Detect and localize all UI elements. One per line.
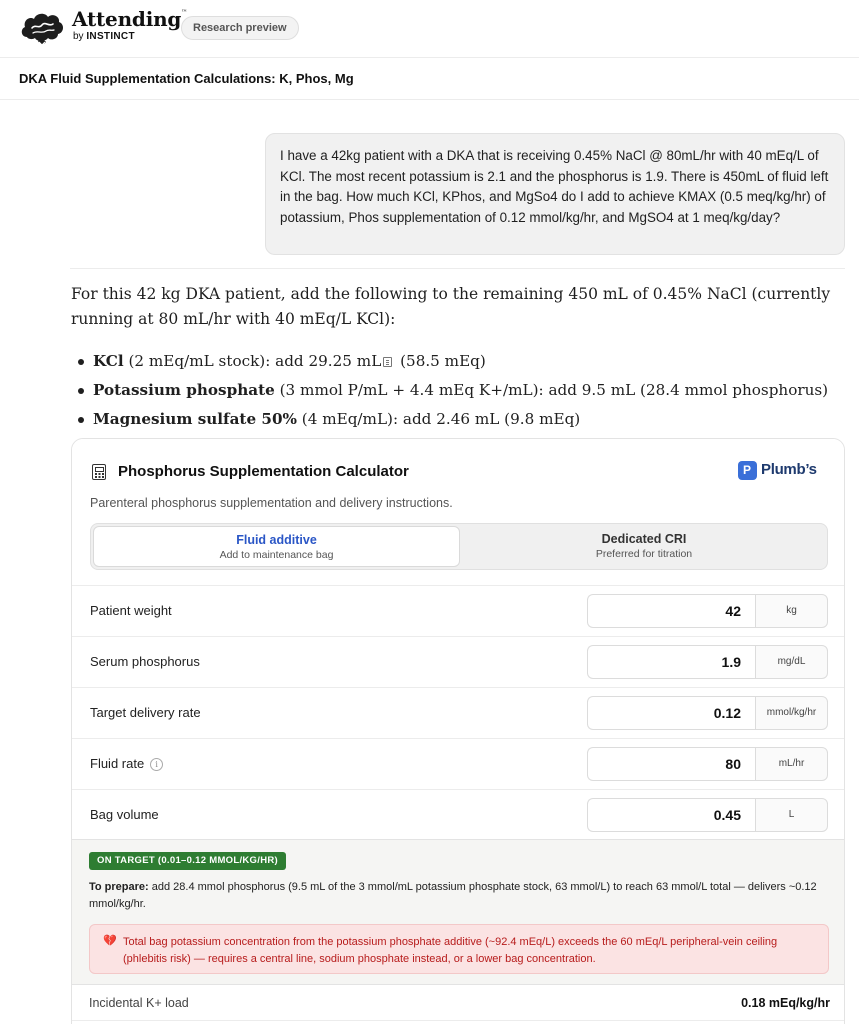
broken-heart-warning-icon: 💔 <box>103 935 117 947</box>
supplement-list <box>78 347 848 434</box>
unit-label: mg/dL <box>755 645 828 679</box>
conversation-title: DKA Fluid Supplementation Calculations: K, Phos, Mg <box>19 71 354 86</box>
mode-sublabel: Preferred for titration <box>595 548 693 560</box>
calculator-fields <box>72 585 845 841</box>
phosphorus-calculator-card <box>71 438 845 1024</box>
incidental-k-row <box>72 984 845 1020</box>
unit-label: mL/hr <box>755 747 828 781</box>
user-message: I have a 42kg patient with a DKA that is receiving 0.45% NaCl @ 80mL/hr with 40 mEq/L of KCl. The most recent potassium is 2.1 and the phosphorus is 1.9. There is 450mL of fluid left in the bag. How much KCl, KPhos, and MgSo4 do I add to achieve KMAX (0.5 meq/kg/hr) of potassium, Phos supplementation of 0.12 mmol/kg/hr, and MgSO4 at 1 meq/kg/day? <box>265 133 845 255</box>
incidental-value: 0.18 mEq/kg/hr <box>741 996 830 1010</box>
list-item: Magnesium sulfate 50% (4 mEq/mL): add 2.46 mL (9.8 mEq) <box>78 405 848 434</box>
unit-label: mmol/kg/hr <box>755 696 828 730</box>
info-icon[interactable]: i <box>150 758 163 771</box>
field-row-target-delivery-rate <box>72 688 845 739</box>
mode-selector <box>90 523 828 570</box>
field-row-serum-phosphorus <box>72 637 845 688</box>
field-label: Bag volume <box>90 807 159 822</box>
fluid-rate-input[interactable] <box>587 747 755 781</box>
mode-sublabel: Add to maintenance bag <box>219 549 334 561</box>
list-item: Potassium phosphate (3 mmol P/mL + 4.4 mEq K+/mL): add 9.5 mL (28.4 mmol phosphorus) <box>78 376 848 405</box>
row-divider <box>72 1020 845 1021</box>
assistant-response-intro: For this 42 kg DKA patient, add the following to the remaining 450 mL of 0.45% NaCl (currently running at 80 mL/hr with 40 mEq/L KCl): <box>71 285 831 328</box>
plumbs-mark-icon <box>738 461 757 480</box>
brand-subtitle: by INSTINCT <box>73 31 135 42</box>
citation-document-icon[interactable] <box>383 357 392 367</box>
field-label: Target delivery rate <box>90 705 201 720</box>
plumbs-logo[interactable] <box>738 460 820 482</box>
status-badge: ON TARGET (0.01–0.12 MMOL/KG/HR) <box>89 852 286 870</box>
plumbs-source-label: Plumb’s <box>761 461 817 478</box>
top-bar <box>0 0 859 58</box>
brand-name: Attending™ <box>72 7 188 31</box>
prepare-instructions: To prepare: add 28.4 mmol phosphorus (9.5 mL of the 3 mmol/mL potassium phosphate stock, 63 mmol/L) to reach 63 mmol/L total — delivers ~0.12 mmol/kg/hr. <box>89 881 817 910</box>
research-preview-badge: Research preview <box>181 16 299 40</box>
calculator-icon <box>92 464 106 480</box>
conversation-title-bar <box>0 58 859 100</box>
field-label: Serum phosphorus <box>90 654 200 669</box>
incidental-label: Incidental K+ load <box>89 996 189 1010</box>
field-row-fluid-rate <box>72 739 845 790</box>
field-row-patient-weight <box>72 586 845 637</box>
warning-text: Total bag potassium concentration from the potassium phosphate additive (~92.4 mEq/L) exceeds the 60 mEq/L peripheral-vein ceiling (phlebitis risk) — requires a central line, sodium phosphate instead, or a lower bag concentration. <box>123 936 778 965</box>
bag-volume-input[interactable] <box>587 798 755 832</box>
field-label: Patient weight <box>90 603 172 618</box>
calculator-header <box>72 439 845 585</box>
unit-label: kg <box>755 594 828 628</box>
calculator-description: Parenteral phosphorus supplementation and delivery instructions. <box>90 496 453 510</box>
mode-label: Dedicated CRI <box>601 532 687 546</box>
calculator-title: Phosphorus Supplementation Calculator <box>118 463 409 480</box>
serum-phosphorus-input[interactable] <box>587 645 755 679</box>
target-delivery-rate-input[interactable] <box>587 696 755 730</box>
field-label: Fluid rate i <box>90 756 163 772</box>
calculation-result <box>72 839 845 984</box>
mode-label: Fluid additive <box>236 533 317 547</box>
field-row-bag-volume <box>72 790 845 841</box>
patient-weight-input[interactable] <box>587 594 755 628</box>
potassium-warning <box>89 924 829 974</box>
list-item: KCl (2 mEq/mL stock): add 29.25 mL (58.5 mEq) <box>78 347 848 376</box>
brain-cloud-logo-icon[interactable] <box>18 8 66 48</box>
unit-label: L <box>755 798 828 832</box>
mode-dedicated-cri[interactable] <box>463 526 825 567</box>
mode-fluid-additive[interactable] <box>93 526 460 567</box>
message-divider <box>70 268 845 269</box>
